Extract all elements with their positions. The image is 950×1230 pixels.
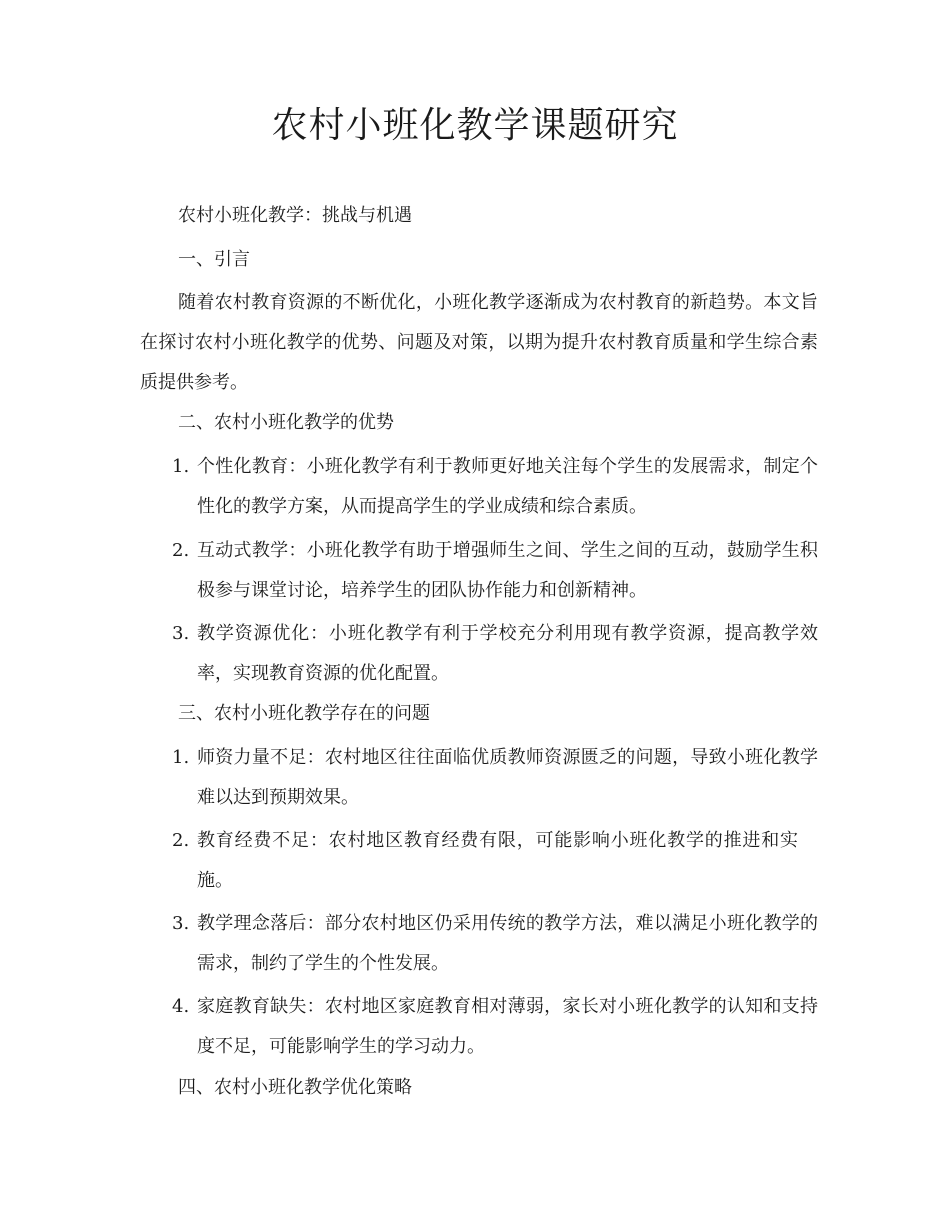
section-heading-intro: 一、引言 (178, 249, 250, 270)
list-item-text: 家庭教育缺失：农村地区家庭教育相对薄弱，家长对小班化教学的认知和支持度不足，可能影响学生的学习动力。 (197, 996, 818, 1057)
list-item (172, 447, 818, 527)
list-item-number: 2. (172, 830, 190, 851)
list-item-text: 师资力量不足：农村地区往往面临优质教师资源匮乏的问题，导致小班化教学难以达到预期效果。 (197, 747, 818, 808)
section-heading-advantages: 二、农村小班化教学的优势 (178, 412, 394, 433)
list-item (172, 821, 818, 901)
list-item-text: 个性化教育：小班化教学有利于教师更好地关注每个学生的发展需求，制定个性化的教学方案，从而提高学生的学业成绩和综合素质。 (197, 456, 818, 517)
list-item-number: 3. (172, 623, 190, 644)
list-item (172, 738, 818, 818)
list-item (172, 904, 818, 984)
document-subtitle: 农村小班化教学：挑战与机遇 (178, 205, 412, 226)
intro-paragraph: 随着农村教育资源的不断优化，小班化教学逐渐成为农村教育的新趋势。本文旨在探讨农村小班化教学的优势、问题及对策，以期为提升农村教育质量和学生综合素质提供参考。 (140, 292, 818, 393)
list-item-number: 3. (172, 913, 190, 934)
list-item-text: 教学理念落后：部分农村地区仍采用传统的教学方法，难以满足小班化教学的需求，制约了学生的个性发展。 (197, 913, 818, 974)
list-item-number: 1. (172, 456, 190, 477)
list-item-text: 教育经费不足：农村地区教育经费有限，可能影响小班化教学的推进和实施。 (197, 830, 798, 891)
list-item (172, 987, 818, 1067)
list-item (172, 531, 818, 611)
document-title: 农村小班化教学课题研究 (271, 105, 679, 146)
list-item-number: 1. (172, 747, 190, 768)
list-item-number: 2. (172, 540, 190, 561)
list-item-number: 4. (172, 996, 190, 1017)
list-item-text: 互动式教学：小班化教学有助于增强师生之间、学生之间的互动，鼓励学生积极参与课堂讨论，培养学生的团队协作能力和创新精神。 (197, 540, 818, 601)
list-item-text: 教学资源优化：小班化教学有利于学校充分利用现有教学资源，提高教学效率，实现教育资源的优化配置。 (197, 623, 818, 684)
list-item (172, 614, 818, 694)
section-heading-strategies: 四、农村小班化教学优化策略 (178, 1077, 412, 1098)
section-heading-problems: 三、农村小班化教学存在的问题 (178, 703, 430, 724)
